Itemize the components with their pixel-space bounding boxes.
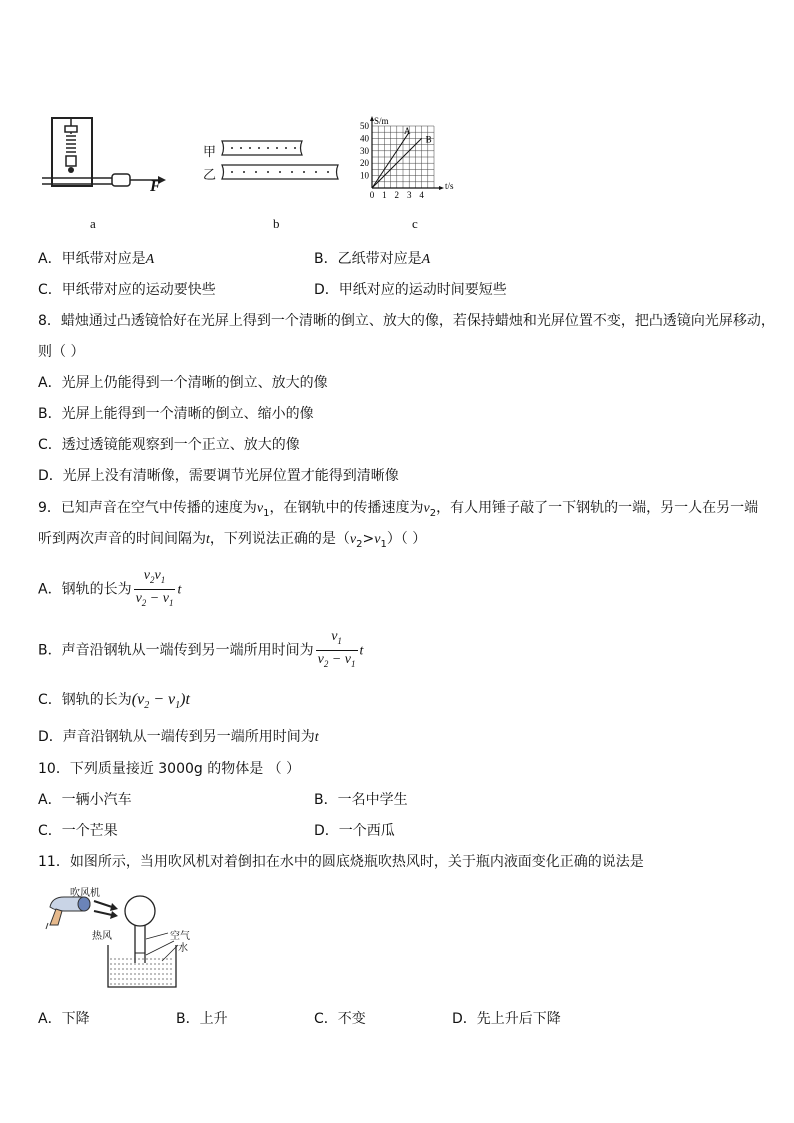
q8-option-b: B．光屏上能得到一个清晰的倒立、缩小的像 xyxy=(38,406,314,422)
y-tick-label: 50 xyxy=(360,121,369,131)
q9-option-a: A．钢轨的长为 $\frac{v_2v_1}{v_2 - v_1}$ t xyxy=(38,567,181,612)
q8-option-a: A．光屏上仍能得到一个清晰的倒立、放大的像 xyxy=(38,375,328,391)
y-tick-label: 40 xyxy=(360,133,369,144)
q9-option-a-text: A．钢轨的长为 xyxy=(38,581,132,598)
x-tick-label: 0 xyxy=(369,190,375,200)
q8-stem-line2: 则（ ） xyxy=(38,344,85,360)
q10-option-d: D．一个西瓜 xyxy=(314,823,395,839)
q8-stem-line1: 8．蜡烛通过凸透镜恰好在光屏上得到一个清晰的倒立、放大的像，若保持蜡烛和光屏位置不变，把凸透镜向光屏移动， xyxy=(38,313,775,329)
q7-option-b xyxy=(314,250,430,269)
tape-yi-label: 乙 xyxy=(203,168,217,183)
q9-option-b-text: B．声音沿钢轨从一端传到另一端所用时间为 xyxy=(38,642,314,659)
q7-option-b-var: A xyxy=(421,252,431,267)
q9-option-b: B．声音沿钢轨从一端传到另一端所用时间为 $\frac{v_1}{v_2 - v_1}$ t xyxy=(38,628,363,673)
q10-stem: 10．下列质量接近 3000g 的物体是 （ ） xyxy=(38,761,301,777)
figure-a xyxy=(38,112,168,200)
series-label-B: B xyxy=(425,134,432,145)
series-label-A: A xyxy=(403,126,411,137)
q8-option-c: C．透过透镜能观察到一个正立、放大的像 xyxy=(38,437,300,453)
q7-option-b-text: B．乙纸带对应是 xyxy=(314,251,422,267)
y-tick-label: 20 xyxy=(360,158,369,169)
air-label: 空气 xyxy=(170,931,190,942)
q11-option-c: C．不变 xyxy=(314,1011,366,1027)
q9-stem-1a: 9．已知声音在空气中传播的速度为 xyxy=(38,500,257,516)
q9-option-a-formula: $\frac{v_2v_1}{v_2 - v_1}$ xyxy=(135,568,174,608)
q11-stem: 11．如图所示，当用吹风机对着倒扣在水中的圆底烧瓶吹热风时，关于瓶内液面变化正确的说法是 xyxy=(38,854,644,870)
x-tick-label: 4 xyxy=(419,190,424,200)
q9-stem-1c: ，有人用锤子敲了一下钢轨的一端，另一人在另一端 xyxy=(436,500,759,516)
force-label: F xyxy=(150,178,161,195)
q10-option-c: C．一个芒果 xyxy=(38,823,118,839)
q10-option-a: A．一辆小汽车 xyxy=(38,792,132,808)
q9-option-c xyxy=(38,690,190,716)
figure-a-caption: a xyxy=(90,216,96,231)
q7-option-d: D．甲纸对应的运动时间要短些 xyxy=(314,282,507,298)
x-axis-label: t/s xyxy=(445,181,454,191)
q10-option-b: B．一名中学生 xyxy=(314,792,408,808)
q7-option-a-var: A xyxy=(145,252,155,267)
figure-b-tapes xyxy=(218,138,343,184)
q11-option-a: A．下降 xyxy=(38,1011,90,1027)
q9-option-b-formula: $\frac{v_1}{v_2 - v_1}$ xyxy=(317,629,356,669)
y-axis-label: S/m xyxy=(374,116,389,126)
hot-wind-label: 热风 xyxy=(92,931,112,942)
hair-dryer-icon xyxy=(46,897,90,929)
q7-option-a-text: A．甲纸带对应是 xyxy=(38,251,146,267)
x-tick-label: 3 xyxy=(406,190,412,200)
figure-c-chart xyxy=(352,108,457,203)
q9-stem-1b: ，在钢轨中的传播速度为 xyxy=(269,500,424,516)
q9-stem-2c: ）（ ） xyxy=(386,531,427,547)
q7-option-c: C．甲纸带对应的运动要快些 xyxy=(38,282,216,298)
blower-label: 吹风机 xyxy=(70,888,100,899)
q9-option-d-text: D．声音沿钢轨从一端传到另一端所用时间为 xyxy=(38,729,315,745)
tape-jia-label: 甲 xyxy=(203,145,217,160)
q9-option-c-text: C．钢轨的长为 xyxy=(38,692,132,708)
water-label: 水 xyxy=(178,943,188,954)
x-tick-label: 2 xyxy=(394,190,400,200)
q8-option-d: D．光屏上没有清晰像，需要调节光屏位置才能得到清晰像 xyxy=(38,468,399,484)
figure-c-caption: c xyxy=(412,216,418,231)
q9-stem-line1: 9．已知声音在空气中传播的速度为$v_1$，在钢轨中的传播速度为$v_2$，有人用锤子敲了一下钢轨的一端，另一人在另一端 xyxy=(38,500,759,519)
q7-option-a xyxy=(38,250,154,269)
q9-option-d: D．声音沿钢轨从一端传到另一端所用时间为t xyxy=(38,729,319,745)
y-tick-label: 10 xyxy=(360,170,369,181)
x-tick-label: 1 xyxy=(382,190,387,200)
q9-stem-2b: ，下列说法正确的是（ xyxy=(209,531,350,547)
q11-option-b: B．上升 xyxy=(176,1011,228,1027)
q9-stem-2a: 听到两次声音的时间间隔为 xyxy=(38,531,206,547)
q11-option-d: D．先上升后下降 xyxy=(452,1011,561,1027)
q9-option-c-formula: $(v_2 - v_1)t$ xyxy=(131,691,190,712)
q11-figure xyxy=(42,883,217,993)
q9-stem-line2: 听到两次声音的时间间隔为t，下列说法正确的是$(v_2>v_1)$（ ） xyxy=(38,531,427,550)
figure-b-caption: b xyxy=(273,216,280,231)
v1-symbol: v xyxy=(256,501,264,516)
x-axis-arrow xyxy=(439,186,444,190)
y-tick-label: 30 xyxy=(360,145,369,156)
